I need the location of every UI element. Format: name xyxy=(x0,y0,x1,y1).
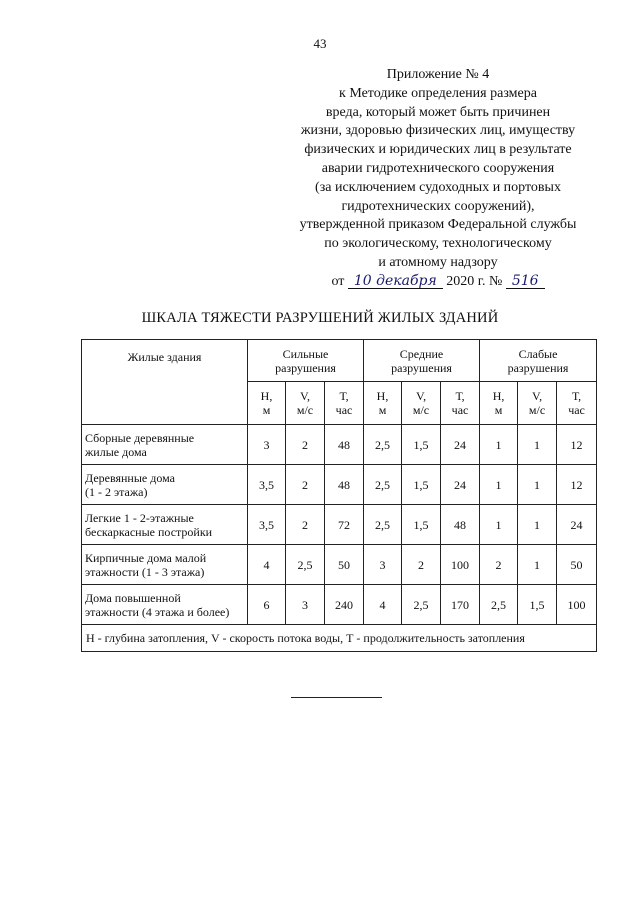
cell: 2,5 xyxy=(364,505,402,545)
handwritten-number: 516 xyxy=(506,274,545,289)
cell: 1 xyxy=(518,425,557,465)
group-label: Сильные xyxy=(282,346,329,361)
table-row xyxy=(82,585,597,625)
cell: 2,5 xyxy=(286,545,325,585)
cell: 1 xyxy=(518,465,557,505)
subheader-h: Н, м xyxy=(480,382,518,425)
appendix-line: гидротехнических сооружений), xyxy=(341,198,535,214)
order-date-line xyxy=(278,273,598,292)
table-row xyxy=(82,505,597,545)
cell: 6 xyxy=(248,585,286,625)
header-group-strong xyxy=(248,340,364,382)
cell: 50 xyxy=(325,545,364,585)
subheader-v: V, м/с xyxy=(518,382,557,425)
cell: 240 xyxy=(325,585,364,625)
group-label: Средние xyxy=(399,346,444,361)
destruction-scale-table xyxy=(81,339,597,652)
cell: 3,5 xyxy=(248,505,286,545)
subheader-h: Н, м xyxy=(364,382,402,425)
cell: 12 xyxy=(557,465,597,505)
subheader-v: V, м/с xyxy=(286,382,325,425)
appendix-line: (за исключением судоходных и портовых xyxy=(315,179,561,195)
cell: 2 xyxy=(402,545,441,585)
cell: 2 xyxy=(286,425,325,465)
cell: 100 xyxy=(441,545,480,585)
cell: 2 xyxy=(286,505,325,545)
cell: 3 xyxy=(248,425,286,465)
table-row xyxy=(82,425,597,465)
cell: 72 xyxy=(325,505,364,545)
cell: 1 xyxy=(480,465,518,505)
cell: 1,5 xyxy=(402,465,441,505)
appendix-line: и атомному надзору xyxy=(378,254,498,270)
cell: 48 xyxy=(441,505,480,545)
cell: 3 xyxy=(286,585,325,625)
building-name: Сборные деревянные жилые дома xyxy=(82,425,248,465)
building-name: Кирпичные дома малой этажности (1 - 3 этажа) xyxy=(82,545,248,585)
subheader-v: V, м/с xyxy=(402,382,441,425)
cell: 3,5 xyxy=(248,465,286,505)
cell: 2,5 xyxy=(402,585,441,625)
cell: 1,5 xyxy=(402,425,441,465)
appendix-header xyxy=(278,66,598,292)
group-label: Слабые xyxy=(518,346,558,361)
subheader-h: Н, м xyxy=(248,382,286,425)
subheader-t: Т, час xyxy=(557,382,597,425)
group-label: разрушения xyxy=(507,360,569,375)
table-footnote: Н - глубина затопления, V - скорость потока воды, Т - продолжительность затопления xyxy=(82,625,597,652)
cell: 24 xyxy=(557,505,597,545)
date-year: 2020 г. № xyxy=(446,273,503,289)
building-name: Легкие 1 - 2-этажные бескаркасные постройки xyxy=(82,505,248,545)
cell: 3 xyxy=(364,545,402,585)
appendix-line: вреда, который может быть причинен xyxy=(325,104,551,120)
appendix-line: Приложение № 4 xyxy=(386,67,490,82)
table-row xyxy=(82,545,597,585)
cell: 24 xyxy=(441,425,480,465)
cell: 100 xyxy=(557,585,597,625)
header-buildings: Жилые здания xyxy=(82,340,248,425)
header-group-medium xyxy=(364,340,480,382)
cell: 1,5 xyxy=(402,505,441,545)
cell: 170 xyxy=(441,585,480,625)
cell: 2,5 xyxy=(480,585,518,625)
cell: 48 xyxy=(325,465,364,505)
appendix-line: аварии гидротехнического сооружения xyxy=(321,160,555,176)
document-title: ШКАЛА ТЯЖЕСТИ РАЗРУШЕНИЙ ЖИЛЫХ ЗДАНИЙ xyxy=(141,310,499,326)
cell: 4 xyxy=(248,545,286,585)
cell: 2 xyxy=(286,465,325,505)
appendix-line: жизни, здоровью физических лиц, имуществу xyxy=(300,123,576,139)
appendix-line: по экологическому, технологическому xyxy=(324,236,552,252)
building-name: Дома повышенной этажности (4 этажа и более) xyxy=(82,585,248,625)
cell: 1 xyxy=(480,505,518,545)
group-label: разрушения xyxy=(391,360,452,375)
table-row xyxy=(82,465,597,505)
appendix-line: утвержденной приказом Федеральной службы xyxy=(299,217,577,233)
subheader-t: Т, час xyxy=(441,382,480,425)
cell: 12 xyxy=(557,425,597,465)
cell: 1 xyxy=(480,425,518,465)
closing-divider xyxy=(291,697,382,698)
cell: 1,5 xyxy=(518,585,557,625)
cell: 24 xyxy=(441,465,480,505)
cell: 1 xyxy=(518,505,557,545)
group-label: разрушения xyxy=(275,360,336,375)
appendix-line: к Методике определения размера xyxy=(339,85,537,101)
header-group-weak xyxy=(480,340,597,382)
handwritten-date: 10 декабря xyxy=(348,274,443,289)
page-number: 43 xyxy=(313,36,327,51)
cell: 2,5 xyxy=(364,425,402,465)
date-prefix: от xyxy=(331,273,345,289)
cell: 1 xyxy=(518,545,557,585)
subheader-t: Т, час xyxy=(325,382,364,425)
cell: 50 xyxy=(557,545,597,585)
building-name: Деревянные дома (1 - 2 этажа) xyxy=(82,465,248,505)
cell: 4 xyxy=(364,585,402,625)
appendix-line: физических и юридических лиц в результате xyxy=(304,142,572,158)
cell: 2 xyxy=(480,545,518,585)
cell: 48 xyxy=(325,425,364,465)
cell: 2,5 xyxy=(364,465,402,505)
